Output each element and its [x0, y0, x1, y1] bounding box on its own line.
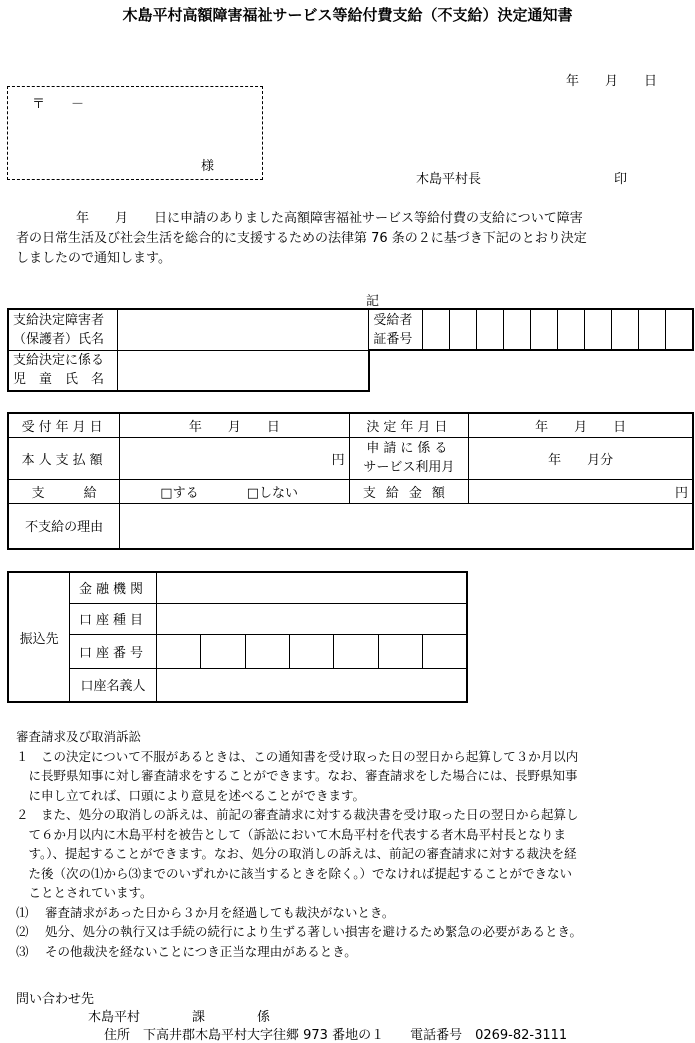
notes-line: に長野県知事に対し審査請求をすることができます。なお、審査請求をした場合には、長野県知事: [16, 768, 578, 783]
account-holder-value: [156, 668, 467, 702]
self-payment-value: 円: [120, 437, 349, 479]
received-date-value: 年 月 日: [120, 413, 349, 437]
account-holder-label: 口座名義人: [70, 668, 157, 702]
service-month-value: 年 月分: [469, 437, 693, 479]
account-type-label: 口座種目: [70, 603, 157, 634]
contact-address: 住所 下高井郡木島平村大字往郷 973 番地の１ 電話番号 0269-82-3111: [104, 1028, 568, 1043]
received-date-label: 受付年月日: [8, 413, 120, 437]
child-name-value: [118, 350, 369, 391]
account-digit-cell: [156, 634, 200, 668]
account-digit-cell: [378, 634, 422, 668]
decided-date-label: 決定年月日: [349, 413, 469, 437]
notes-line: す。）、提起することができます。なお、処分の取消しの訴えは、前記の審査請求に対する裁決を経: [16, 846, 577, 861]
account-number-label: 口座番号: [70, 634, 157, 668]
notes-line: た後（次の⑴から⑶までのいずれかに該当するときを除く。）でなければ提起することができない: [16, 865, 573, 881]
notes-line: ⑴ 審査請求があった日から３か月を経過しても裁決がないとき。: [16, 904, 395, 920]
notes-line: こととされています。: [16, 885, 153, 900]
cert-digit-cell: [612, 309, 639, 350]
notes-line: ⑵ 処分、処分の執行又は手続の続行により生ずる著しい損害を避けるため緊急の必要があるとき。: [16, 924, 582, 939]
supply-amount-label: 支給金額: [349, 479, 469, 503]
notes-line: ２ また、処分の取消しの訴えは、前記の審査請求に対する裁決書を受け取った日の翌日から起算し: [16, 807, 579, 822]
cert-digit-cell: [423, 309, 450, 350]
cert-digit-cell: [666, 309, 693, 350]
document-title: 木島平村高額障害福祉サービス等給付費支給（不支給）決定通知書: [122, 6, 573, 24]
notes-heading: 審査請求及び取消訴訟: [16, 729, 142, 744]
supply-yes-checkbox[interactable]: □する: [160, 485, 199, 501]
transfer-heading: 振込先: [8, 572, 70, 702]
recipient-table: [7, 308, 694, 392]
intro-line: しましたので通知します。: [16, 251, 171, 266]
notes-line: ⑶ その他裁決を経ないことにつき正当な理由があるとき。: [16, 943, 357, 959]
address-box: [7, 86, 263, 180]
supply-label: 支 給: [8, 479, 120, 503]
decided-date-value: 年 月 日: [469, 413, 693, 437]
issue-date: 年 月 日: [566, 74, 658, 89]
bank-value: [156, 572, 467, 603]
cert-digit-cell: [639, 309, 666, 350]
cert-digit-cell: [585, 309, 612, 350]
cert-digit-cell: [531, 309, 558, 350]
honorific: 様: [201, 159, 215, 174]
contact-heading: 問い合わせ先: [16, 992, 95, 1007]
account-digit-cell: [289, 634, 333, 668]
notes-line: に申し立てれば、口頭により意見を述べることができます。: [16, 787, 366, 803]
account-digit-cell: [201, 634, 245, 668]
cert-digit-cell: [477, 309, 504, 350]
account-digit-cell: [423, 634, 467, 668]
issuer-seal: 印: [614, 172, 628, 187]
refusal-reason-value: [120, 503, 693, 549]
appeal-notes: [16, 727, 686, 961]
cert-digit-cell: [504, 309, 531, 350]
supply-options: [120, 479, 349, 503]
ki-label: 記: [366, 294, 380, 309]
recipient-name-value: [118, 309, 369, 350]
recipient-name-label: 支給決定障害者 （保護者）氏名: [8, 309, 118, 350]
issuer-name: 木島平村長: [416, 172, 482, 187]
intro-paragraph: [16, 209, 684, 269]
postal-code-label: 〒 －: [32, 97, 85, 112]
supply-no-checkbox[interactable]: □しない: [246, 485, 299, 501]
account-digit-cell: [245, 634, 289, 668]
service-month-label: 申請に係る サービス利用月: [349, 437, 469, 479]
intro-line: 者の日常生活及び社会生活を総合的に支援するための法律第 76 条の２に基づき下記のとおり決定: [16, 231, 587, 246]
self-payment-label: 本人支払額: [8, 437, 120, 479]
cert-digit-cell: [558, 309, 585, 350]
child-name-label: 支給決定に係る 児 童 氏 名: [8, 350, 118, 391]
bank-label: 金融機関: [70, 572, 157, 603]
notes-line: １ この決定について不服があるときは、この通知書を受け取った日の翌日から起算して３か月以内: [16, 748, 579, 764]
intro-line: 年 月 日に申請のありました高額障害福祉サービス等給付費の支給について障害: [76, 211, 583, 226]
cert-digit-cell: [450, 309, 477, 350]
bank-transfer-table: [7, 571, 468, 703]
notes-line: て６か月以内に木島平村を被告として（訴訟において木島平村を代表する者木島平村長となりま: [16, 826, 567, 842]
supply-amount-value: 円: [469, 479, 693, 503]
account-digit-cell: [334, 634, 378, 668]
refusal-reason-label: 不支給の理由: [8, 503, 120, 549]
account-type-value: [156, 603, 467, 634]
contact-department: 木島平村 課 係: [88, 1010, 271, 1025]
decision-table: [7, 412, 694, 550]
certificate-number-label: 受給者 証番号: [369, 309, 423, 350]
